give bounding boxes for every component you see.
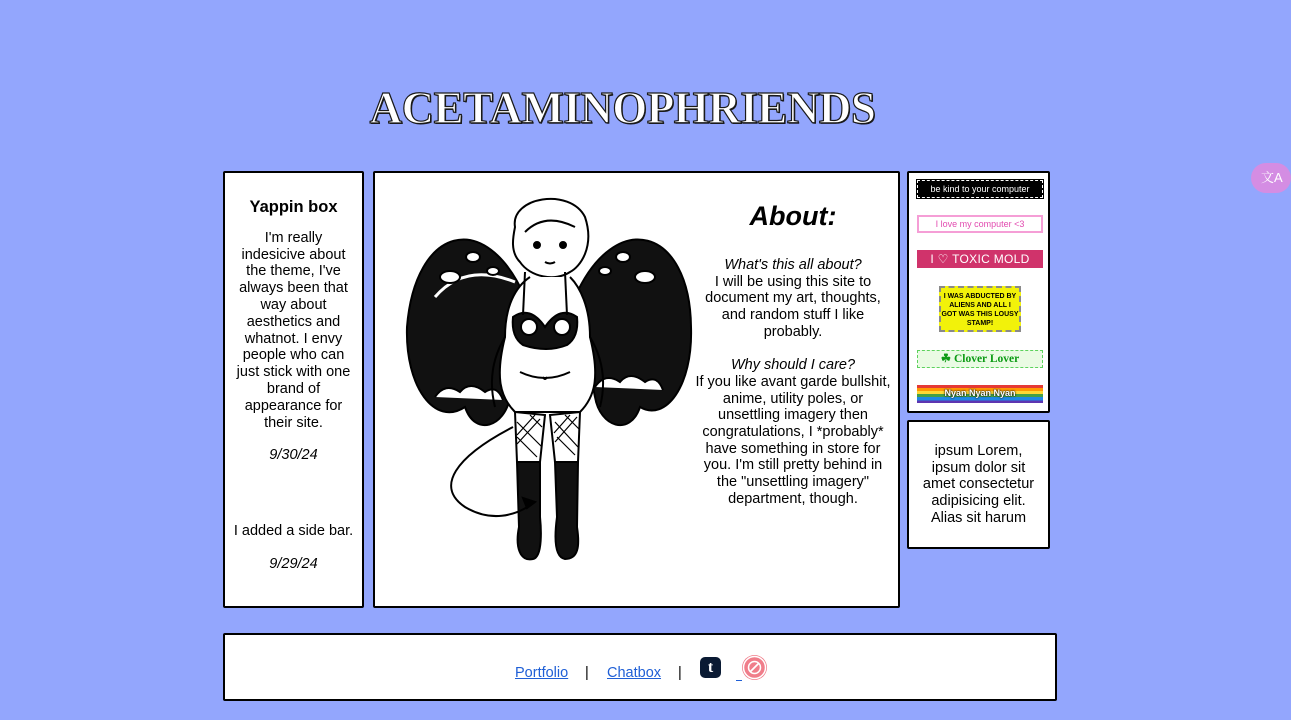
chatbox-link[interactable]: Chatbox — [607, 665, 662, 681]
yappin-entry-text: I added a side bar. — [233, 523, 354, 540]
yappin-entry-date: 9/29/24 — [269, 555, 318, 572]
about-question-2: Why should I care? — [730, 357, 856, 374]
portfolio-link[interactable]: Portfolio — [515, 665, 569, 681]
tumblr-icon[interactable]: t — [700, 657, 721, 678]
yappin-heading: Yappin box — [249, 198, 338, 216]
portfolio-link-wrap — [515, 665, 568, 682]
chatbox-link-wrap — [607, 665, 661, 682]
about-heading: About: — [749, 201, 837, 231]
pinned-icon[interactable] — [742, 655, 767, 680]
lorem-text: ipsum Lorem, ipsum dolor sit amet consectetur adipisicing elit. Alias sit harum — [922, 443, 1035, 526]
link-underline — [736, 680, 742, 681]
footer-nav — [223, 633, 1057, 701]
about-answer-2: If you like avant garde bullshit, anime, utility poles, or unsettling imagery then congratulations, I *probably* have something in store for you. I'm still pretty behind in the "unsettling imagery" department, though. — [695, 373, 891, 507]
stamp-toxic-mold: I ♡ TOXIC MOLD — [917, 250, 1043, 268]
yappin-box — [223, 171, 364, 608]
nav-separator: | — [585, 665, 589, 681]
stamps-panel — [907, 171, 1050, 413]
winged-demon-artwork — [395, 187, 695, 587]
translate-icon[interactable]: 文A — [1251, 163, 1291, 193]
stamp-abducted-by-aliens: I WAS ABDUCTED BY ALIENS AND ALL I GOT WAS THIS LOUSY STAMP! — [939, 286, 1021, 332]
stamp-clover-lover: ☘ Clover Lover — [917, 350, 1043, 368]
about-section — [695, 201, 891, 524]
nav-separator: | — [678, 665, 682, 681]
pinned-glyph-icon — [742, 655, 767, 680]
site-title: ACETAMINOPHRIENDS — [369, 83, 876, 133]
yappin-entry-text: I'm really indesicive about the theme, I've always been that way about aesthetics and whatnot. I envy people who can just stick with one brand of appearance for their site. — [236, 229, 351, 431]
stamp-be-kind-to-computer: be kind to your computer — [917, 180, 1043, 198]
stamp-nyan-cat: Nyan Nyan Nyan — [917, 385, 1043, 403]
yappin-entry-date: 9/30/24 — [269, 447, 318, 464]
about-question-1: What's this all about? — [724, 257, 862, 273]
stamp-love-my-computer: I love my computer <3 — [917, 215, 1043, 233]
about-panel — [373, 171, 900, 608]
lorem-box — [907, 420, 1050, 549]
about-answer-1: I will be using this site to document my art, thoughts, and random stuff I like probably. — [705, 273, 881, 340]
